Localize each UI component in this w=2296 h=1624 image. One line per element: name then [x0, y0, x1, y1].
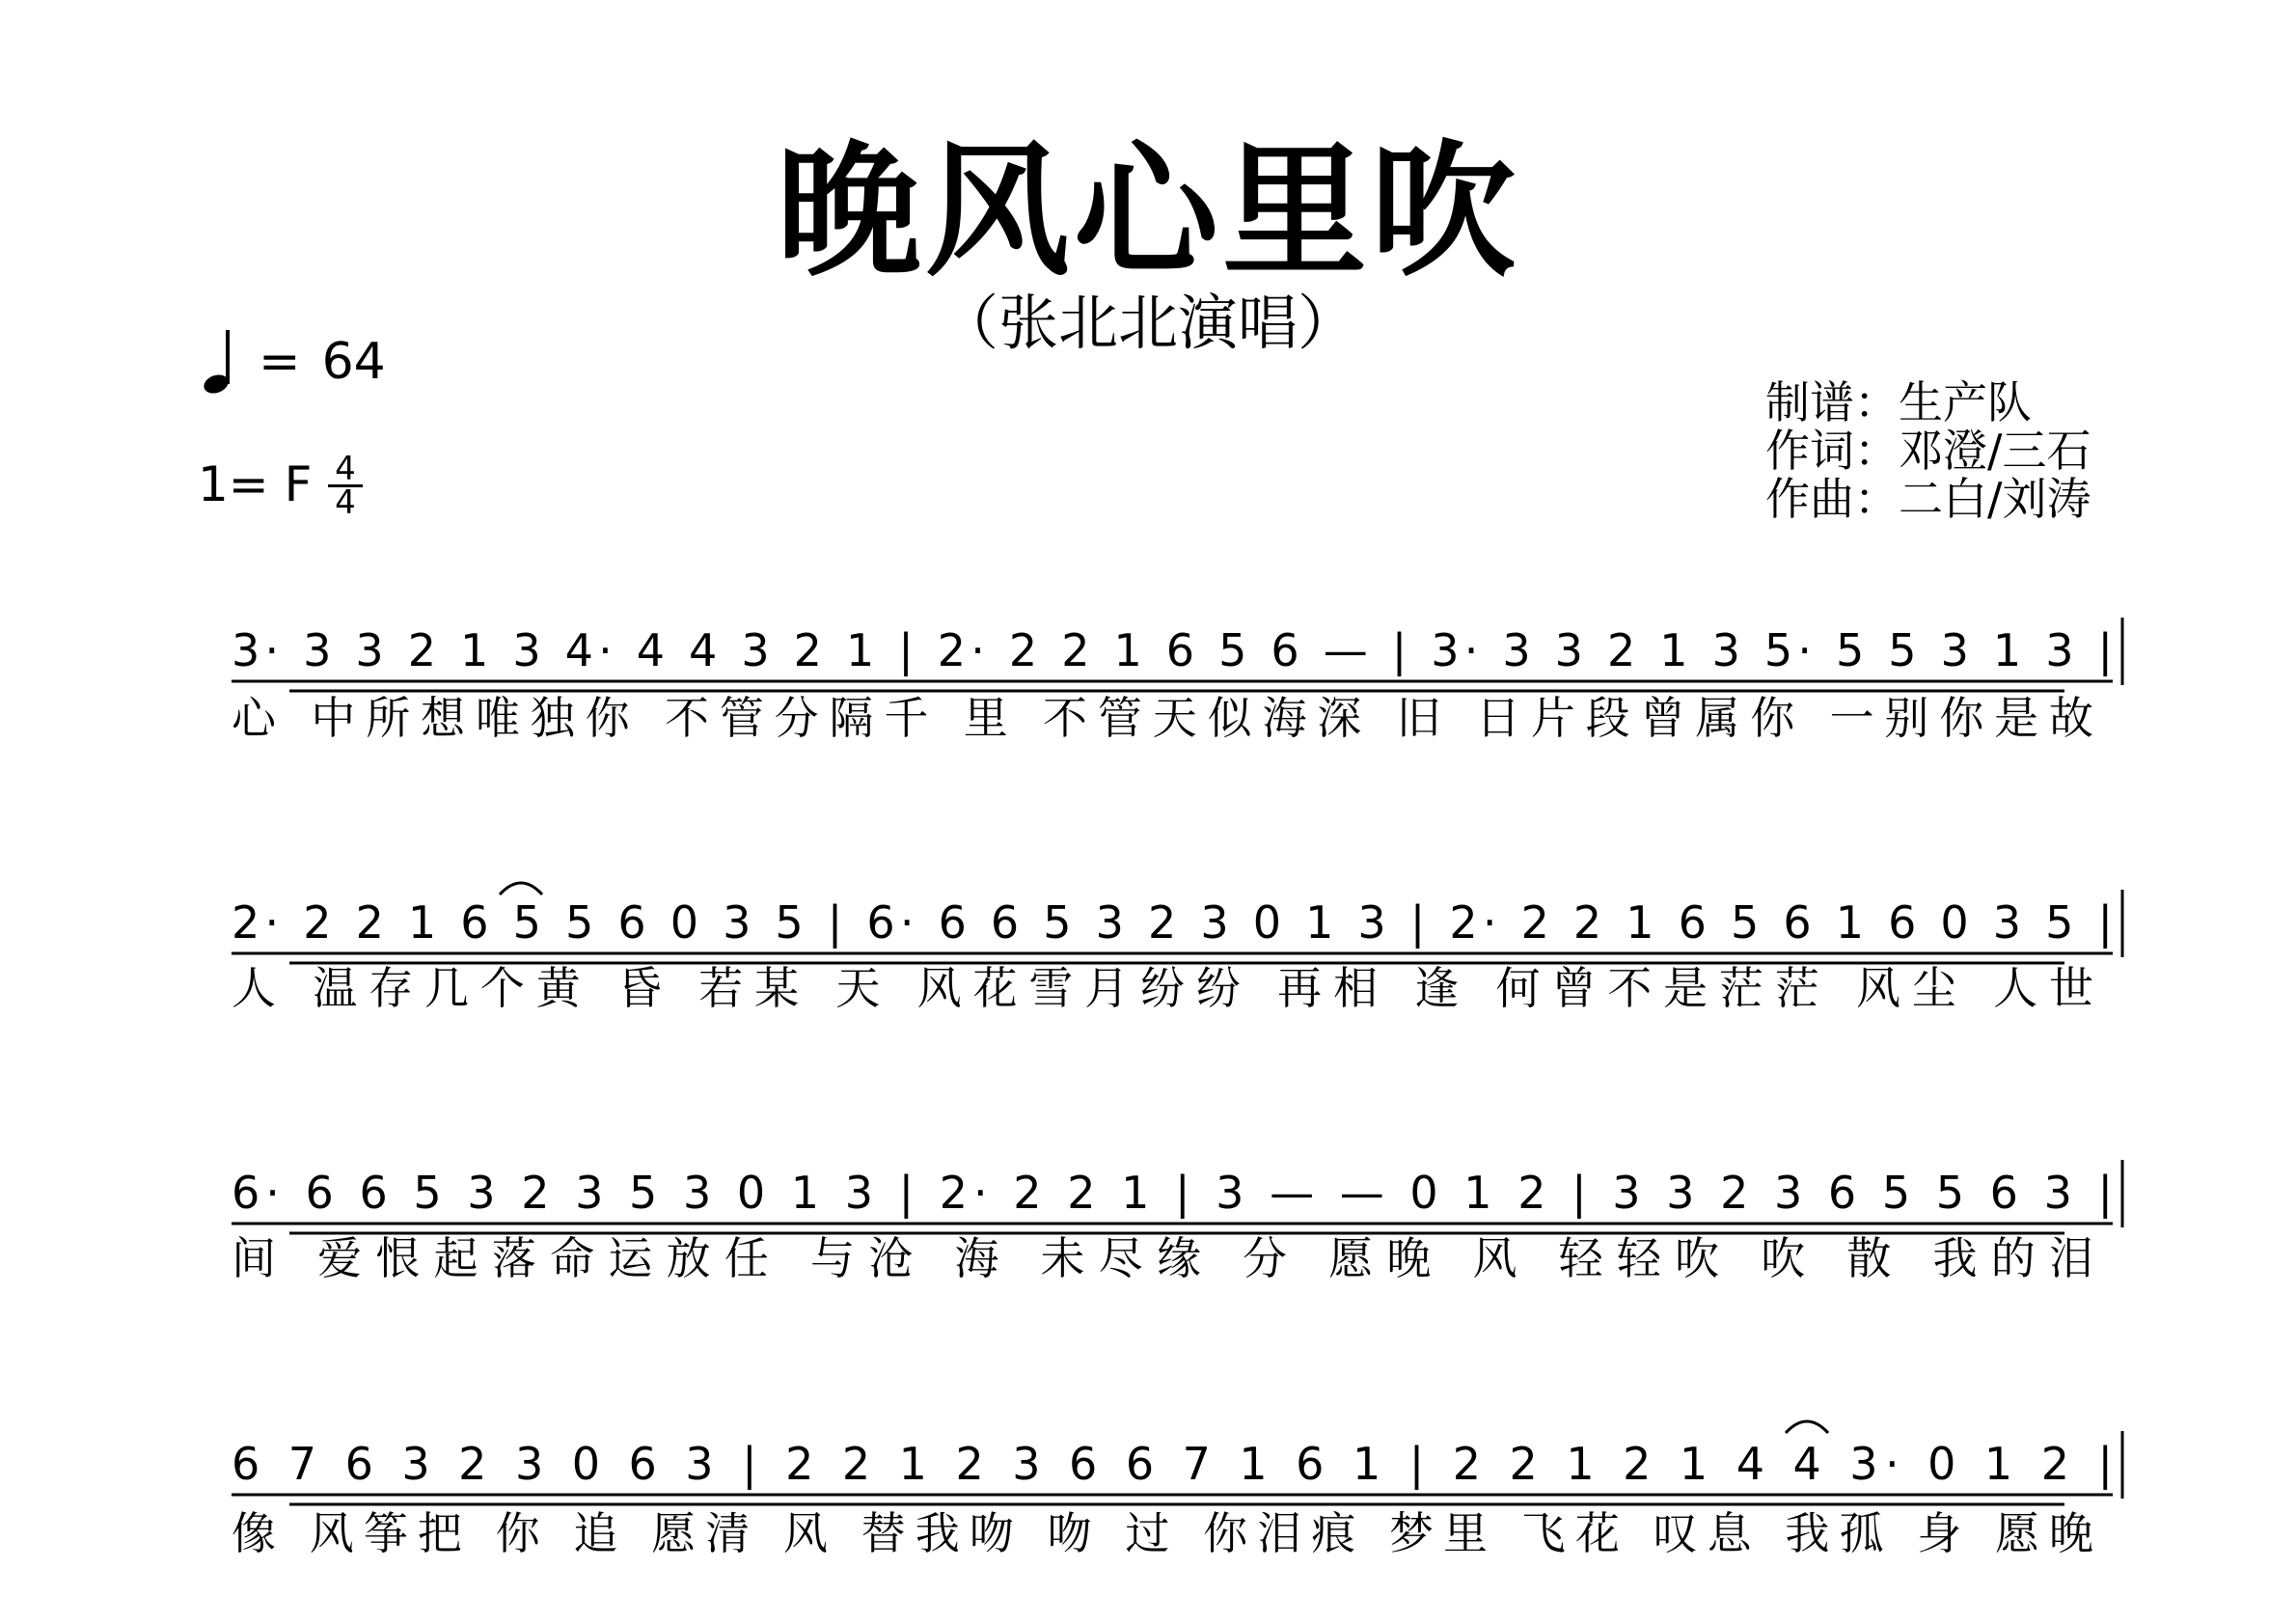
slur-mark	[500, 883, 542, 895]
lyric-row: 人 温存几个黄 昏 若某 天 风花雪月纷纷 再相 逢 何曾不是茫茫 风尘 人世	[232, 962, 2094, 1014]
song-subtitle: （张北北演唱）	[938, 288, 1357, 358]
lyric-row: 心 中所想唯独你 不管分隔千 里 不管天似海深 旧 日片段曾属你 一别你是故	[232, 692, 2093, 744]
time-numerator: 4	[335, 450, 356, 488]
key-signature: 1= F	[198, 456, 313, 512]
tempo-equals: =	[259, 333, 301, 391]
note-row: 3· 3 3 2 1 3 4· 4 4 3 2 1 | 2· 2 2 1 6 5 6 — | 3· 3 3 2 1 3 5· 5 5 3 1 3 |	[232, 624, 2113, 676]
note-row: 6· 6 6 5 3 2 3 5 3 0 1 3 | 2· 2 2 1 | 3 — — 0 1 2 | 3 3 2 3 6 5 5 6 3 |	[232, 1167, 2113, 1219]
credit-arranger: 制谱：生产队	[1765, 376, 2032, 428]
credit-lyricist: 作词：邓澄/三石	[1765, 425, 2091, 477]
time-denominator: 4	[335, 483, 356, 522]
time-signature	[326, 450, 365, 522]
quarter-note-icon	[203, 328, 237, 396]
lyric-row: 像 风筝把 你 追 愿清 风 替我吻 吻 过 你泪痕 梦里 飞花 叹息 我孤 身 愿晚	[232, 1507, 2093, 1559]
song-title: 晚风心里吹	[776, 128, 1519, 296]
note-row: 6 7 6 3 2 3 0 6 3 | 2 2 1 2 3 6 6 7 1 6 1 | 2 2 1 2 1 4 4 3· 0 1 2 |	[232, 1438, 2113, 1490]
credit-composer: 作曲：二白/刘涛	[1765, 473, 2091, 525]
note-row: 2· 2 2 1 6 5 5 6 0 3 5 | 6· 6 6 5 3 2 3 0 1 3 | 2· 2 2 1 6 5 6 1 6 0 3 5 |	[232, 896, 2113, 949]
lyric-row: 间 爱恨起落命运放任 与沧 海 未尽缘 分 愿晚 风 轻轻吹 吹 散 我的泪	[232, 1232, 2093, 1284]
tempo-marking	[203, 328, 386, 396]
slur-mark	[1786, 1421, 1828, 1433]
tempo-bpm: 64	[321, 333, 386, 391]
